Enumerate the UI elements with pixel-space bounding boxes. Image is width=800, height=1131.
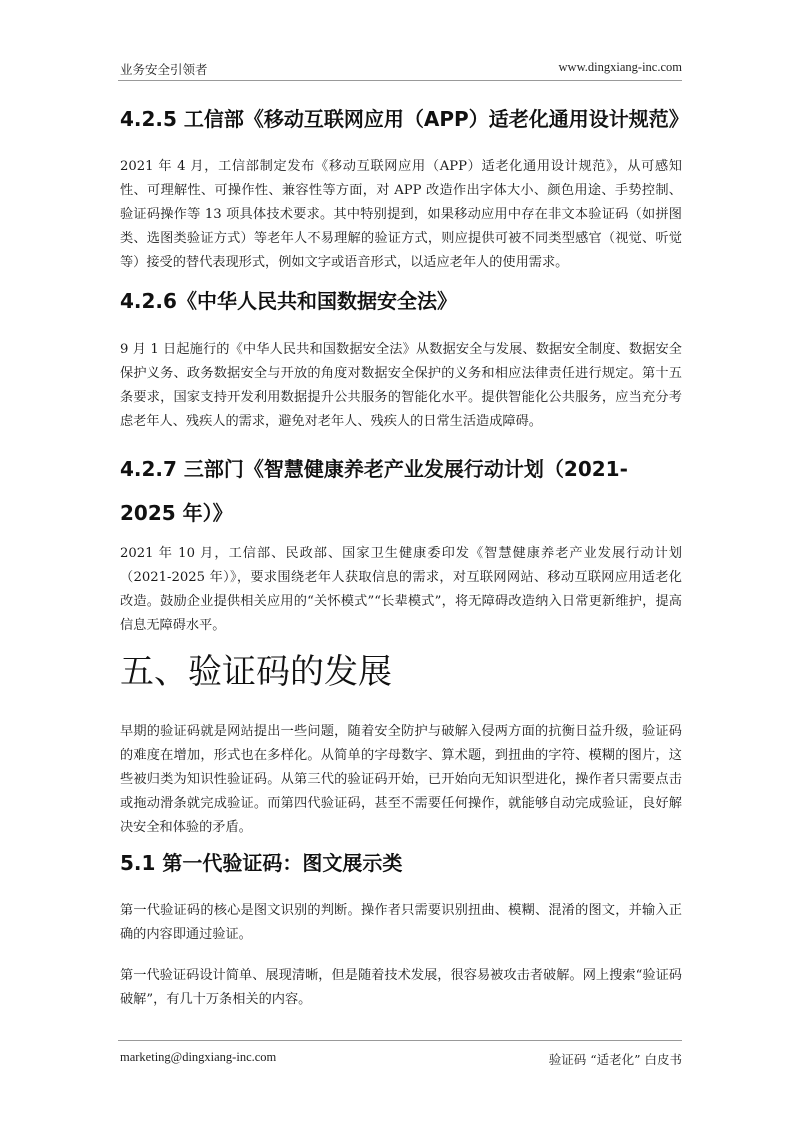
header-divider	[118, 80, 682, 81]
section-4-2-5	[120, 104, 689, 134]
section-4-2-6-body	[120, 338, 682, 434]
footer-doc-title: 验证码 “适老化” 白皮书	[548, 1052, 682, 1067]
section-paragraph: 2021 年 4 月，工信部制定发布《移动互联网应用（APP）适老化通用设计规范》，从可感知性、可理解性、可操作性、兼容性等方面，对 APP 改造作出字体大小、颜色用途、手势控制、验证码操作等 13 项具体技术要求。其中特别提到，如果移动应用中存在非文本验证码（如拼图类、选图类验证方式）等老年人不易理解的验证方式，则应提供可被不同类型感官（视觉、听觉等）接受的替代表现形式，例如文字或语音形式，以适应老年人的使用需求。	[120, 159, 682, 270]
footer-divider	[118, 1040, 682, 1041]
section-4-2-7	[120, 447, 682, 535]
section-heading: 4.2.5 工信部《移动互联网应用（APP）适老化通用设计规范》	[120, 107, 689, 131]
section-paragraph: 9 月 1 日起施行的《中华人民共和国数据安全法》从数据安全与发展、数据安全制度、数据安全保护义务、政务数据安全与开放的角度对数据安全保护的义务和相应法律责任进行规定。第十五条要求，国家支持开发利用数据提升公共服务的智能化水平。提供智能化公共服务，应当充分考虑老年人、残疾人的需求，避免对老年人、残疾人的日常生活造成障碍。	[120, 342, 682, 429]
section-heading: 5.1 第一代验证码：图文展示类	[120, 851, 403, 875]
section-4-2-7-body	[120, 542, 682, 638]
chapter-paragraph: 早期的验证码就是网站提出一些问题，随着安全防护与破解入侵两方面的抗衡日益升级，验证码的难度在增加，形式也在多样化。从简单的字母数字、算术题，到扭曲的字符、模糊的图片，这些被归类为知识性验证码。从第三代的验证码开始，已开始向无知识型进化，操作者只需要点击或拖动滑条就完成验证。而第四代验证码，甚至不需要任何操作，就能够自动完成验证，良好解决安全和体验的矛盾。	[120, 724, 682, 835]
chapter-5	[120, 650, 682, 694]
section-paragraph: 第一代验证码设计简单、展现清晰，但是随着技术发展，很容易被攻击者破解。网上搜索“验证码破解”，有几十万条相关的内容。	[120, 968, 682, 1007]
section-paragraph: 2021 年 10 月，工信部、民政部、国家卫生健康委印发《智慧健康养老产业发展行动计划（2021-2025 年）》，要求围绕老年人获取信息的需求，对互联网网站、移动互联网应用适老化改造。鼓励企业提供相关应用的“关怀模式”“长辈模式”，将无障碍改造纳入日常更新维护，提高信息无障碍水平。	[120, 546, 682, 633]
section-5-1-body-2	[120, 964, 682, 1012]
footer-email[interactable]: marketing@dingxiang-inc.com	[120, 1050, 277, 1064]
section-heading: 4.2.7 三部门《智慧健康养老产业发展行动计划（2021-2025 年）》	[120, 457, 628, 525]
header-website[interactable]: www.dingxiang-inc.com	[558, 60, 682, 74]
section-heading: 4.2.6《中华人民共和国数据安全法》	[120, 289, 457, 313]
section-5-1	[120, 848, 682, 878]
header-tagline: 业务安全引领者	[120, 62, 208, 77]
chapter-heading: 五、验证码的发展	[120, 652, 392, 692]
section-4-2-5-body	[120, 155, 682, 275]
section-4-2-6	[120, 286, 682, 316]
section-5-1-body-1	[120, 899, 682, 947]
chapter-5-body	[120, 720, 682, 840]
section-paragraph: 第一代验证码的核心是图文识别的判断。操作者只需要识别扭曲、模糊、混淆的图文，并输入正确的内容即通过验证。	[120, 903, 682, 942]
